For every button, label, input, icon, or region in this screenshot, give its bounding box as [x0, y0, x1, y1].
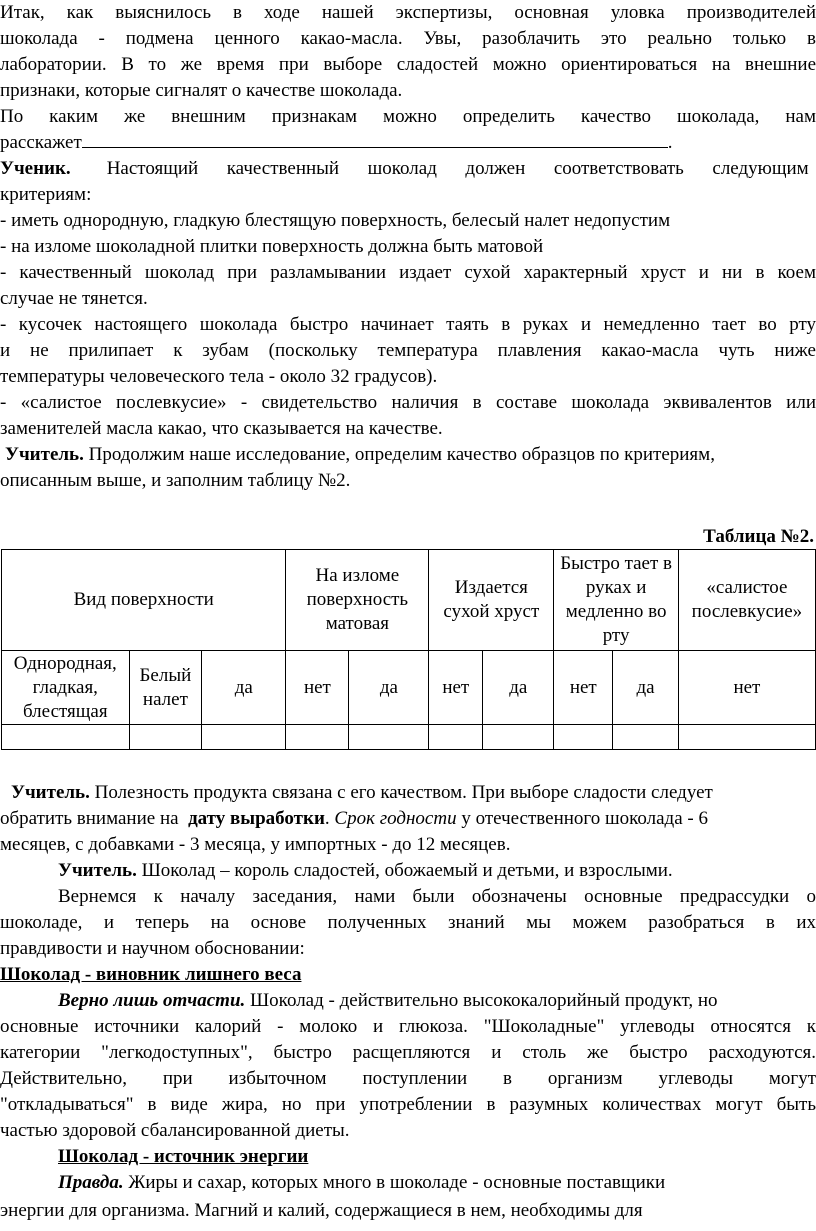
myth1-line-4: Действительно, при избыточном поступлении в организм углеводы могут — [0, 1068, 816, 1089]
teacher3-label: Учитель. — [58, 860, 137, 881]
intro-line-4: признаки, которые сигналят о качестве шоколада. — [0, 80, 403, 101]
intro-line-2: шоколада - подмена ценного какао-масла. Увы, разоблачить это реально только в — [0, 28, 816, 49]
student-line-2: критериям: — [0, 184, 92, 205]
student-line-1 — [0, 156, 816, 182]
shelf-life: Срок годности — [334, 808, 457, 829]
intro-period: . — [667, 132, 673, 153]
empty-cell — [129, 725, 202, 750]
myth2-verdict: Правда. — [58, 1172, 124, 1193]
header-matte-break: На изломе поверхность матовая — [286, 550, 429, 651]
criteria-table — [1, 549, 816, 750]
empty-cell — [429, 725, 483, 750]
teacher2-line-2 — [0, 806, 816, 832]
sub-no: нет — [429, 651, 483, 725]
teacher3-text: Шоколад – король сладостей, обожаемый и детьми, и взрослыми. — [141, 860, 673, 881]
myth2-heading: Шоколад - источник энергии — [58, 1146, 309, 1167]
sub-no: нет — [554, 651, 613, 725]
myth2-text-1: Жиры и сахар, которых много в шоколаде - основные поставщики — [128, 1172, 666, 1193]
myth2-line-2: энергии для организма. Магний и калий, содержащиеся в нем, необходимы для — [0, 1200, 643, 1221]
criterion-3-line-2: случае не тянется. — [0, 288, 148, 309]
teacher3-line — [58, 858, 816, 884]
criterion-4-line-2: и не прилипает к зубам (поскольку температура плавления какао-масла чуть ниже — [0, 340, 816, 361]
myth1-line-1 — [58, 988, 816, 1014]
myth1-line-2: основные источники калорий - молоко и глюкоза. "Шоколадные" углеводы относятся к — [0, 1016, 816, 1037]
production-date: дату выработки — [188, 808, 325, 829]
myth1-line-6: частью здоровой сбалансированной диеты. — [0, 1120, 350, 1141]
period: . — [324, 808, 330, 829]
header-surface: Вид поверхности — [2, 550, 286, 651]
criterion-4-line-1: - кусочек настоящего шоколада быстро начинает таять в руках и немедленно тает во рту — [0, 314, 816, 335]
intro-line-5: По каким же внешним признакам можно определить качество шоколада, нам — [0, 106, 816, 127]
myth1-text-1: Шоколад - действительно высококалорийный продукт, но — [250, 990, 718, 1011]
empty-cell — [2, 725, 130, 750]
myth2-line-1 — [58, 1170, 816, 1196]
header-dry-crunch: Издается сухой хруст — [429, 550, 554, 651]
empty-cell — [613, 725, 679, 750]
sub-white-bloom: Белый налет — [129, 651, 202, 725]
teacher2-line-3: месяцев, с добавками - 3 месяца, у импортных - до 12 месяцев. — [0, 834, 511, 855]
teacher2-text-e: у отечественного шоколада - 6 — [461, 808, 708, 829]
criterion-5-line-1: - «салистое послевкусие» - свидетельство наличия в составе шоколада эквивалентов или — [0, 392, 816, 413]
sub-yes: да — [202, 651, 286, 725]
teacher1-line-1 — [5, 442, 816, 468]
criterion-4-line-3: температуры человеческого тела - около 32 градусов). — [0, 366, 438, 387]
return-line-3: правдивости и научном обосновании: — [0, 938, 305, 959]
empty-cell — [202, 725, 286, 750]
return-line-1: Вернемся к началу заседания, нами были обозначены основные предрассудки о — [58, 886, 816, 907]
teacher2-label: Учитель. — [11, 782, 90, 803]
criterion-3-line-1: - качественный шоколад при разламывании издает сухой характерный хруст и ни в коем — [0, 262, 816, 283]
header-melts: Быстро тает в руках и медленно во рту — [554, 550, 678, 651]
teacher1-text: Продолжим наше исследование, определим качество образцов по критериям, — [88, 444, 715, 465]
criterion-2: - на изломе шоколадной плитки поверхность должна быть матовой — [0, 236, 544, 257]
empty-cell — [286, 725, 349, 750]
table-caption: Таблица №2. — [703, 526, 814, 547]
empty-cell — [554, 725, 613, 750]
empty-cell — [483, 725, 554, 750]
student-label: Ученик. — [0, 158, 71, 179]
return-line-2: шоколаде, и теперь на основе полученных знаний мы можем разобраться в их — [0, 912, 816, 933]
myth1-line-3: категории "легкодоступных", быстро расщепляются и столь же быстро расходуются. — [0, 1042, 816, 1063]
teacher2-text: Полезность продукта связана с его качеством. При выборе сладости следует — [94, 782, 713, 803]
table-empty-row — [2, 725, 816, 750]
sub-no: нет — [678, 651, 815, 725]
teacher2-line-1 — [11, 780, 816, 806]
header-greasy-aftertaste: «салистое послевкусие» — [678, 550, 815, 651]
teacher1-line-2: описанным выше, и заполним таблицу №2. — [0, 470, 351, 491]
intro-word: расскажет — [0, 132, 82, 153]
sub-yes: да — [613, 651, 679, 725]
empty-cell — [678, 725, 815, 750]
sub-uniform: Однородная, гладкая, блестящая — [2, 651, 130, 725]
intro-line-3: лаборатории. В то же время при выборе сладостей можно ориентироваться на внешние — [0, 54, 816, 75]
myth1-line-5: "откладываться" в виде жира, но при употреблении в разумных количествах могут быть — [0, 1094, 816, 1115]
myth1-heading: Шоколад - виновник лишнего веса — [0, 964, 302, 985]
intro-line-6 — [0, 130, 816, 156]
myth1-verdict: Верно лишь отчасти. — [58, 990, 246, 1011]
teacher2-text-a: обратить внимание на — [0, 808, 179, 829]
sub-no: нет — [286, 651, 349, 725]
table-header-row — [2, 550, 816, 651]
teacher1-label: Учитель. — [5, 444, 84, 465]
student-text-1: Настоящий качественный шоколад должен соответствовать следующим — [106, 158, 809, 179]
intro-line-1: Итак, как выяснилось в ходе нашей экспертизы, основная уловка производителей — [0, 2, 816, 23]
fill-in-blank — [82, 130, 668, 148]
empty-cell — [349, 725, 429, 750]
criterion-5-line-2: заменителей масла какао, что сказывается на качестве. — [0, 418, 443, 439]
table-subheader-row — [2, 651, 816, 725]
sub-yes: да — [349, 651, 429, 725]
criterion-1: - иметь однородную, гладкую блестящую поверхность, белесый налет недопустим — [0, 210, 671, 231]
sub-yes: да — [483, 651, 554, 725]
